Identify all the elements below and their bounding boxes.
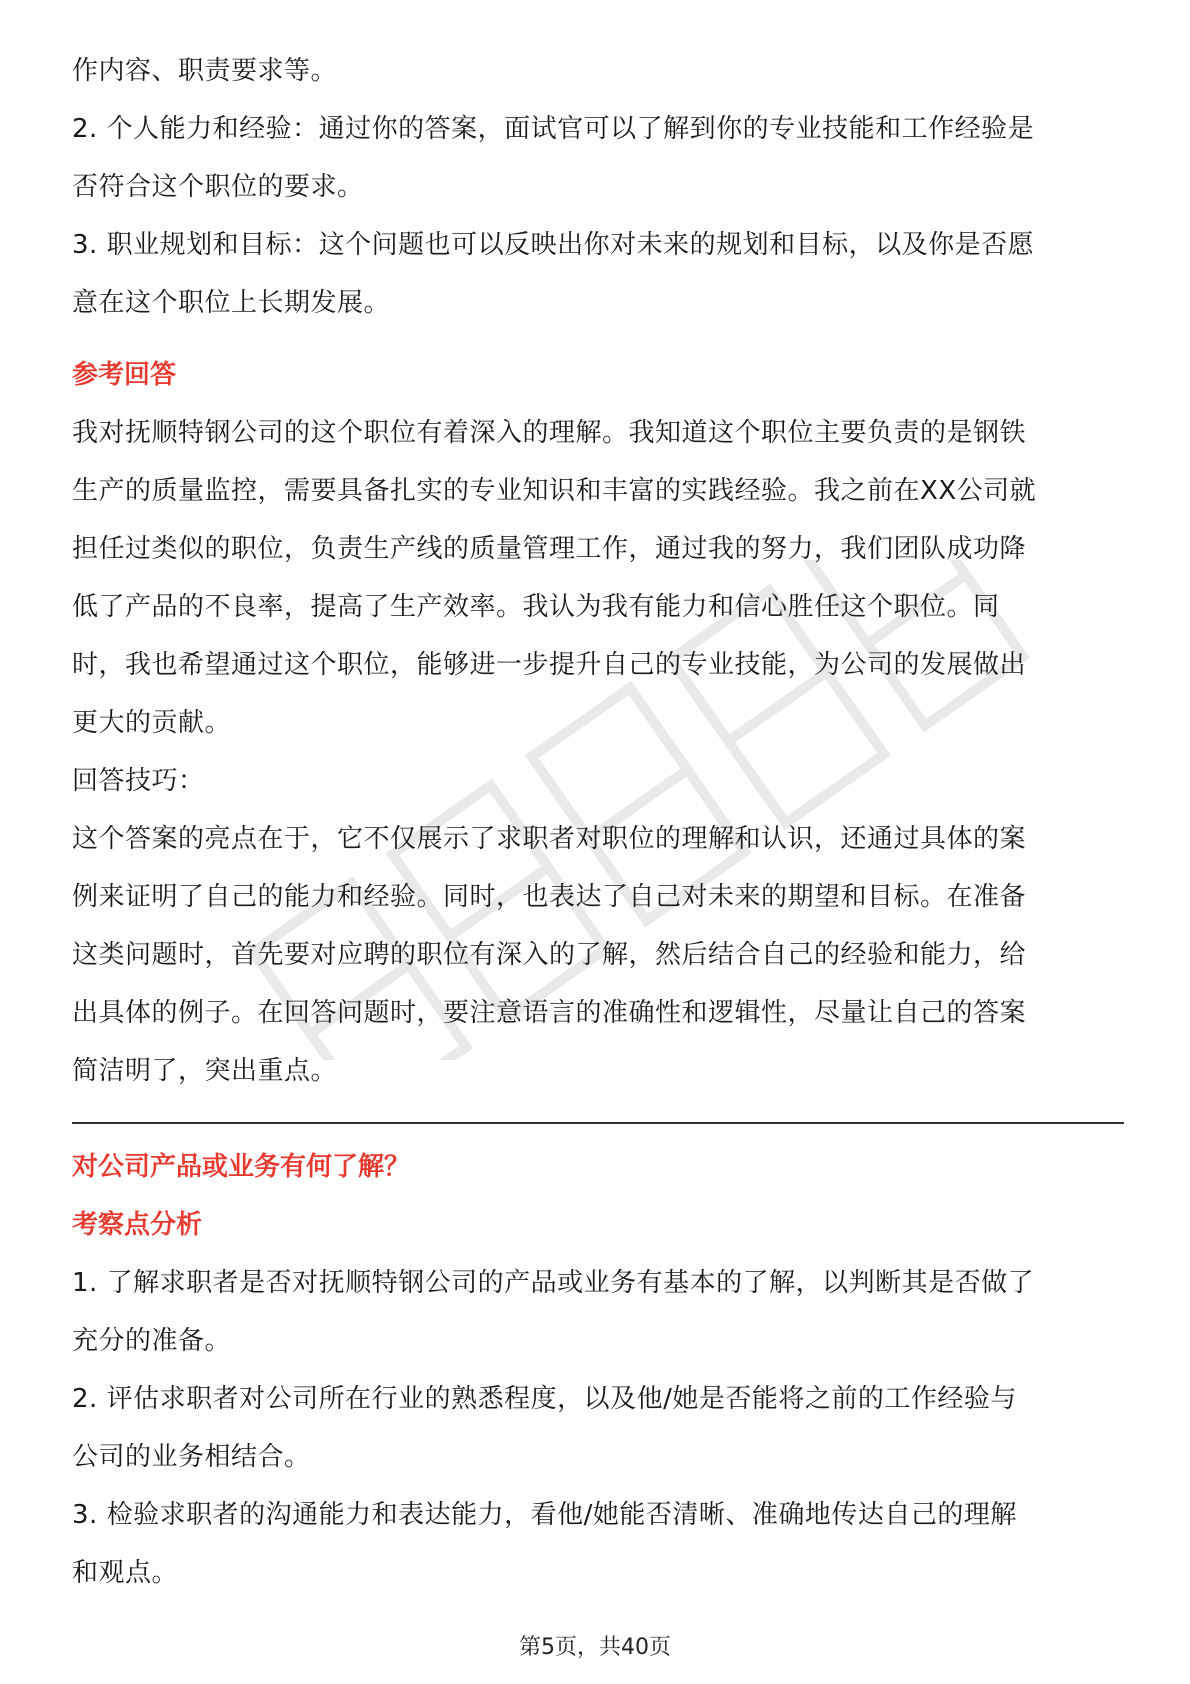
analysis-item: 和观点。 xyxy=(72,1558,179,1588)
tips-label: 回答技巧： xyxy=(72,766,205,796)
analysis-item: 1. 了解求职者是否对抚顺特钢公司的产品或业务有基本的了解，以判断其是否做了 xyxy=(72,1268,1035,1298)
reference-answer-line: 担任过类似的职位，负责生产线的质量管理工作，通过我的努力，我们团队成功降 xyxy=(72,534,1027,564)
reference-answer-line: 低了产品的不良率，提高了生产效率。我认为我有能力和信心胜任这个职位。同 xyxy=(72,592,1000,622)
reference-answer-heading: 参考回答 xyxy=(72,360,177,390)
tips-line: 例来证明了自己的能力和经验。同时，也表达了自己对未来的期望和目标。在准备 xyxy=(72,882,1027,912)
analysis-item: 3. 职业规划和目标：这个问题也可以反映出你对未来的规划和目标，以及你是否愿 xyxy=(72,230,1035,260)
analysis-heading: 考察点分析 xyxy=(72,1210,203,1240)
page-footer: 第5页，共40页 xyxy=(519,1635,671,1660)
analysis-item: 2. 评估求职者对公司所在行业的熟悉程度，以及他/她是否能将之前的工作经验与 xyxy=(72,1384,1017,1414)
analysis-item: 意在这个职位上长期发展。 xyxy=(72,288,391,318)
reference-answer-line: 我对抚顺特钢公司的这个职位有着深入的理解。我知道这个职位主要负责的是钢铁 xyxy=(72,418,1027,448)
tips-line: 这个答案的亮点在于，它不仅展示了求职者对职位的理解和认识，还通过具体的案 xyxy=(72,824,1027,854)
analysis-item: 充分的准备。 xyxy=(72,1326,232,1356)
reference-answer-line: 生产的质量监控，需要具备扎实的专业知识和丰富的实践经验。我之前在XX公司就 xyxy=(72,476,1037,506)
page-content xyxy=(72,42,1124,1602)
tips-line: 简洁明了，突出重点。 xyxy=(72,1056,338,1086)
analysis-item: 3. 检验求职者的沟通能力和表达能力，看他/她能否清晰、准确地传达自己的理解 xyxy=(72,1500,1017,1530)
analysis-item: 2. 个人能力和经验：通过你的答案，面试官可以了解到你的专业技能和工作经验是 xyxy=(72,114,1035,144)
continued-text: 作内容、职责要求等。 xyxy=(72,56,338,86)
question-heading: 对公司产品或业务有何了解？ xyxy=(72,1152,411,1182)
tips-line: 出具体的例子。在回答问题时，要注意语言的准确性和逻辑性，尽量让自己的答案 xyxy=(72,998,1027,1028)
tips-line: 这类问题时，首先要对应聘的职位有深入的了解，然后结合自己的经验和能力，给 xyxy=(72,940,1027,970)
reference-answer-line: 更大的贡献。 xyxy=(72,708,232,738)
analysis-item: 否符合这个职位的要求。 xyxy=(72,172,364,202)
reference-answer-line: 时，我也希望通过这个职位，能够进一步提升自己的专业技能，为公司的发展做出 xyxy=(72,650,1027,680)
analysis-item: 公司的业务相结合。 xyxy=(72,1442,311,1472)
